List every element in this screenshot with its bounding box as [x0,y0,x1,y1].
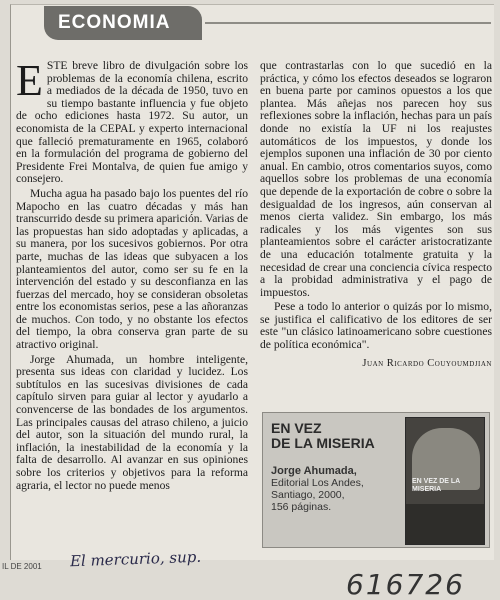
byline: Juan Ricardo Couyoumdjian [362,357,492,369]
book-place-year: Santiago, 2000, [271,489,345,501]
edge-date-fragment: IL DE 2001 [2,562,42,571]
book-author: Jorge Ahumada, [271,465,357,477]
article-paragraph: Pese a todo lo anterior o quizás por lo mismo, se justifica el calificativo de los editores de ser este "un clásico latinoamericano sobre cuestiones de política económica". [260,300,492,352]
book-cover-image [405,417,485,545]
article-paragraph: ESTE breve libro de divulgación sobre los problemas de la economía chilena, escrito a mediados de la década de 1950, tuvo en su tiempo bastante influencia y fue objeto de ocho ediciones hasta 1972. Su autor, un economista de la CEPAL y experto internacional que falleció prematuramente en 1965, colaboró en la formulación del programa de gobierno del Presidente Frei Montalva, de quien fue amigo y consejero. [16,56,248,186]
handwritten-catalog-number: 616726 [346,568,465,600]
article-paragraph: Mucha agua ha pasado bajo los puentes del río Mapocho en las cuatro décadas y más han transcurrido desde su primera aparición. Varias de las propuestas han sido adoptadas y aplicadas, a su manera, por los sucesivos gobiernos. Por otra parte, muchas de las ideas que subyacen a los planteamientos del autor, como ser su fe en la intervención del estado y su desconfianza en las fuerzas del mercado, hoy se consideran obsoletas entre los economistas serios, pese a las añoranzas de muchos. Con todo, y no obstante los efectos del tiempo, la obra conserva gran parte de su atractivo original. [16,186,248,352]
book-title: EN VEZ DE LA MISERIA [271,420,375,451]
cover-footer [406,504,485,544]
section-title: ECONOMIA [58,12,171,33]
book-pages: 156 páginas. [271,501,332,513]
book-publisher: Editorial Los Andes, [271,477,364,489]
book-details [271,465,401,513]
article-paragraph: que contrastarlas con lo que sucedió en la práctica, y cómo los efectos deseados se lograron en buena parte por caminos opuestos a los que plantea. Más añejas nos parecen hoy sus reflexiones sobre la inflación, hechas para un país donde no existía la UF ni los reajustes automáticos de los impuestos, y donde los ejemplos suponen una inflación de 30 por ciento anual. En cambio, otros comentarios suyos, como aquellos sobre los problemas de una economía que depende de la exportación de cobre o sobre la desigualdad de los ingresos, aún conservan al menos cierta validez. Sin embargo, los más radicales y los más vigentes son sus planteamientos sobre el carácter aristocratizante de una educación totalmente gratuita y la necesidad de crear una conciencia cívica respecto a la probidad administrativa y el pago de impuestos. [260,59,492,299]
handwritten-source-note: El mercurio, sup. [69,547,202,571]
article-column-right [260,60,492,370]
cover-title: EN VEZ DE LA MISERIA [412,478,460,493]
header-rule [205,22,491,24]
drop-cap: E [16,56,43,105]
article-column-left [16,56,248,494]
article-paragraph: Jorge Ahumada, un hombre inteligente, presenta sus ideas con claridad y lucidez. Los subtítulos en las sucesivas divisiones de cada capítulo sirven para guiar al lector y ayudarlo a convencerse de las bondades de los argumentos. Las principales causas del atraso chileno, a juicio del autor, son la situación del mundo rural, la inflación, la inestabilidad de la economía y la falta de desarrollo. Al avanzar en sus opiniones sobre los criterios y objetivos para la reforma agraria, el lector no puede menos [16,352,248,492]
book-info-box [262,412,490,548]
section-header [44,6,202,40]
